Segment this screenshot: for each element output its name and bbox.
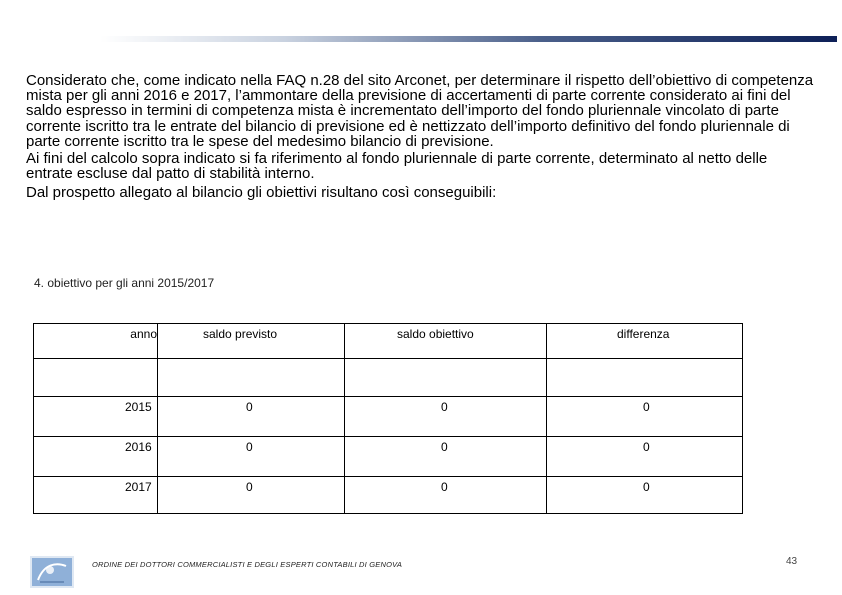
header-gradient-bar (100, 36, 837, 42)
paragraph-calcolo: Ai fini del calcolo sopra indicato si fa riferimento al fondo pluriennale di parte corrente, determinato al netto delle entrate escluse dal patto di stabilità interno. (26, 150, 768, 183)
page-number: 43 (786, 556, 798, 567)
table-row (34, 437, 743, 477)
table-header-row (34, 324, 743, 359)
cell-saldo-obiettivo: 0 (345, 397, 547, 437)
body-text (26, 73, 816, 201)
table-header-spacer-row (34, 359, 743, 397)
cell-differenza: 0 (547, 437, 743, 477)
table-caption: 4. obiettivo per gli anni 2015/2017 (34, 276, 215, 290)
cell-anno: 2015 (34, 397, 158, 437)
cell-saldo-obiettivo: 0 (345, 437, 547, 477)
objectives-table (33, 323, 743, 514)
paragraph-prospetto: Dal prospetto allegato al bilancio gli obiettivi risultano così conseguibili: (26, 184, 497, 202)
spacer-cell (547, 359, 743, 397)
cell-differenza: 0 (547, 477, 743, 514)
header-cell-differenza: differenza (547, 324, 743, 359)
paragraph-faq: Considerato che, come indicato nella FAQ n.28 del sito Arconet, per determinare il rispetto dell’obiettivo di competenza mista per gli anni 2016 e 2017, l’ammontare della previsione di accertamenti di parte corrente considerato ai fini del saldo espresso in termini di competenza mista è incrementato dell’importo del fondo pluriennale vincolato di parte corrente iscritto tra le entrate del bilancio di previsione ed è nettizzato dell’importo definitivo del fondo pluriennale di parte corrente iscritto tra le spese del medesimo bilancio di previsione. (26, 72, 814, 150)
footer-organization: ORDINE DEI DOTTORI COMMERCIALISTI E DEGLI ESPERTI CONTABILI DI GENOVA (92, 560, 403, 569)
cell-saldo-previsto: 0 (158, 477, 345, 514)
cell-saldo-previsto: 0 (158, 397, 345, 437)
cell-saldo-previsto: 0 (158, 437, 345, 477)
header-cell-saldo-obiettivo: saldo obiettivo (345, 324, 547, 359)
spacer-cell (34, 359, 158, 397)
cell-anno: 2016 (34, 437, 158, 477)
table-row (34, 477, 743, 514)
cell-differenza: 0 (547, 397, 743, 437)
spacer-cell (345, 359, 547, 397)
table-row (34, 397, 743, 437)
cell-anno: 2017 (34, 477, 158, 514)
order-logo-icon (30, 556, 74, 588)
header-cell-anno: anno (34, 324, 158, 359)
spacer-cell (158, 359, 345, 397)
cell-saldo-obiettivo: 0 (345, 477, 547, 514)
header-cell-saldo-previsto: saldo previsto (158, 324, 345, 359)
